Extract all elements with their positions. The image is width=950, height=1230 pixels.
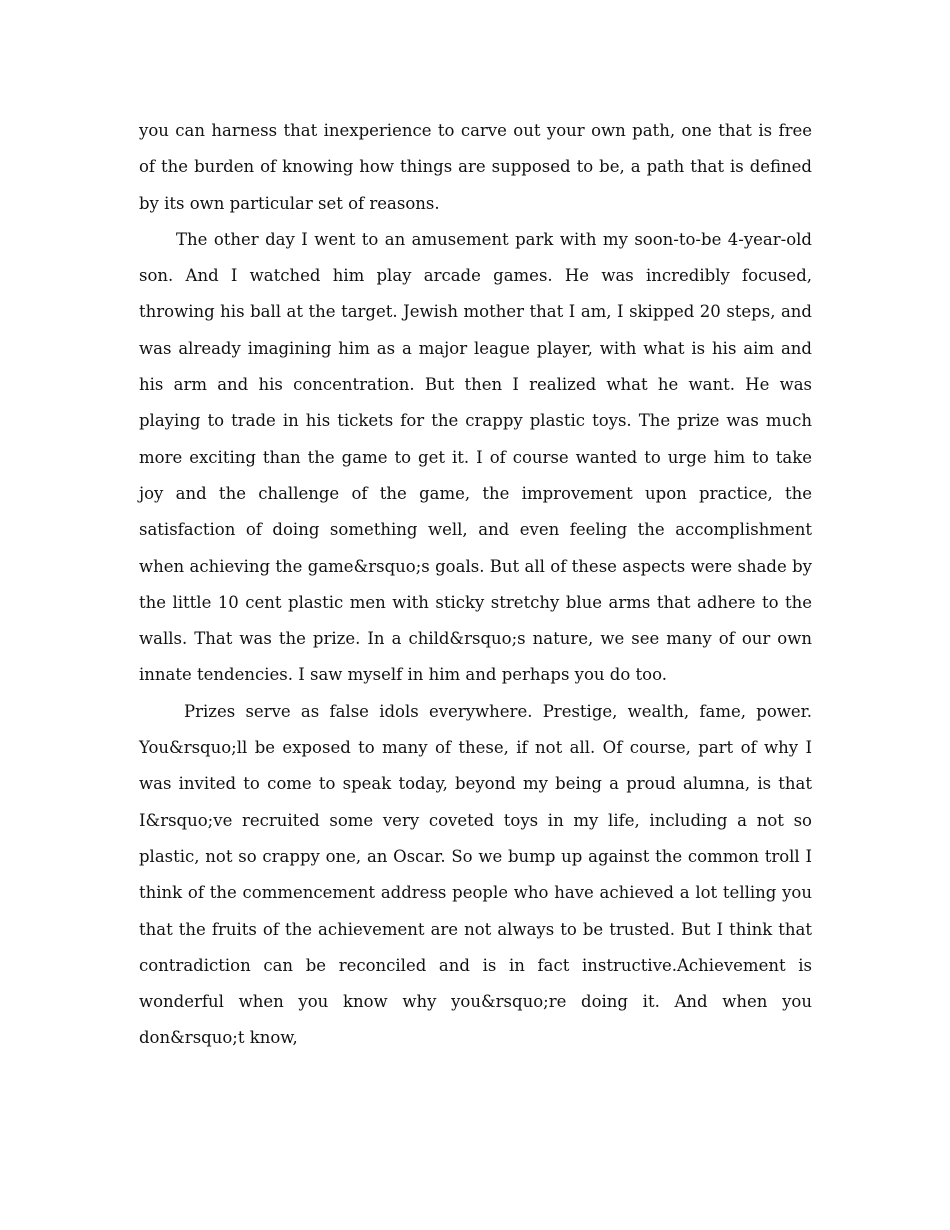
paragraph-amusement-park: The other day I went to an amusement park with my soon-to-be 4-year-old son. And I watched him play arcade games. He was incredibly focused, throwing his ball at the target. Jewish mother that I am, I skipped 20 steps, and was already imagining him as a major league player, with what is his aim and his arm and his concentration. But then I realized what he want. He was playing to trade in his tickets for the crappy plastic toys. The prize was much more exciting than the game to get it. I of course wanted to urge him to take joy and the challenge of the game, the improvement upon practice, the satisfaction of doing something well, and even feeling the accomplishment when achieving the game&rsquo;s goals. But all of these aspects were shade by the little 10 cent plastic men with sticky stretchy blue arms that adhere to the walls. That was the prize. In a child&rsquo;s nature, we see many of our own innate tendencies. I saw myself in him and perhaps you do too. (139, 229, 812, 685)
paragraph-continuation: you can harness that inexperience to carve out your own path, one that is free of the burden of knowing how things are supposed to be, a path that is defined by its own particular set of reasons. (139, 121, 812, 213)
body-text (139, 113, 812, 1057)
paragraph-prizes: Prizes serve as false idols everywhere. Prestige, wealth, fame, power. You&rsquo;ll be exposed to many of these, if not all. Of course, part of why I was invited to come to speak today, beyond my being a proud alumna, is that I&rsquo;ve recruited some very coveted toys in my life, including a not so plastic, not so crappy one, an Oscar. So we bump up against the common troll I think of the commencement address people who have achieved a lot telling you that the fruits of the achievement are not always to be trusted. But I think that contradiction can be reconciled and is in fact instructive.Achievement is wonderful when you know why you&rsquo;re doing it. And when you don&rsquo;t know, (139, 701, 812, 1048)
